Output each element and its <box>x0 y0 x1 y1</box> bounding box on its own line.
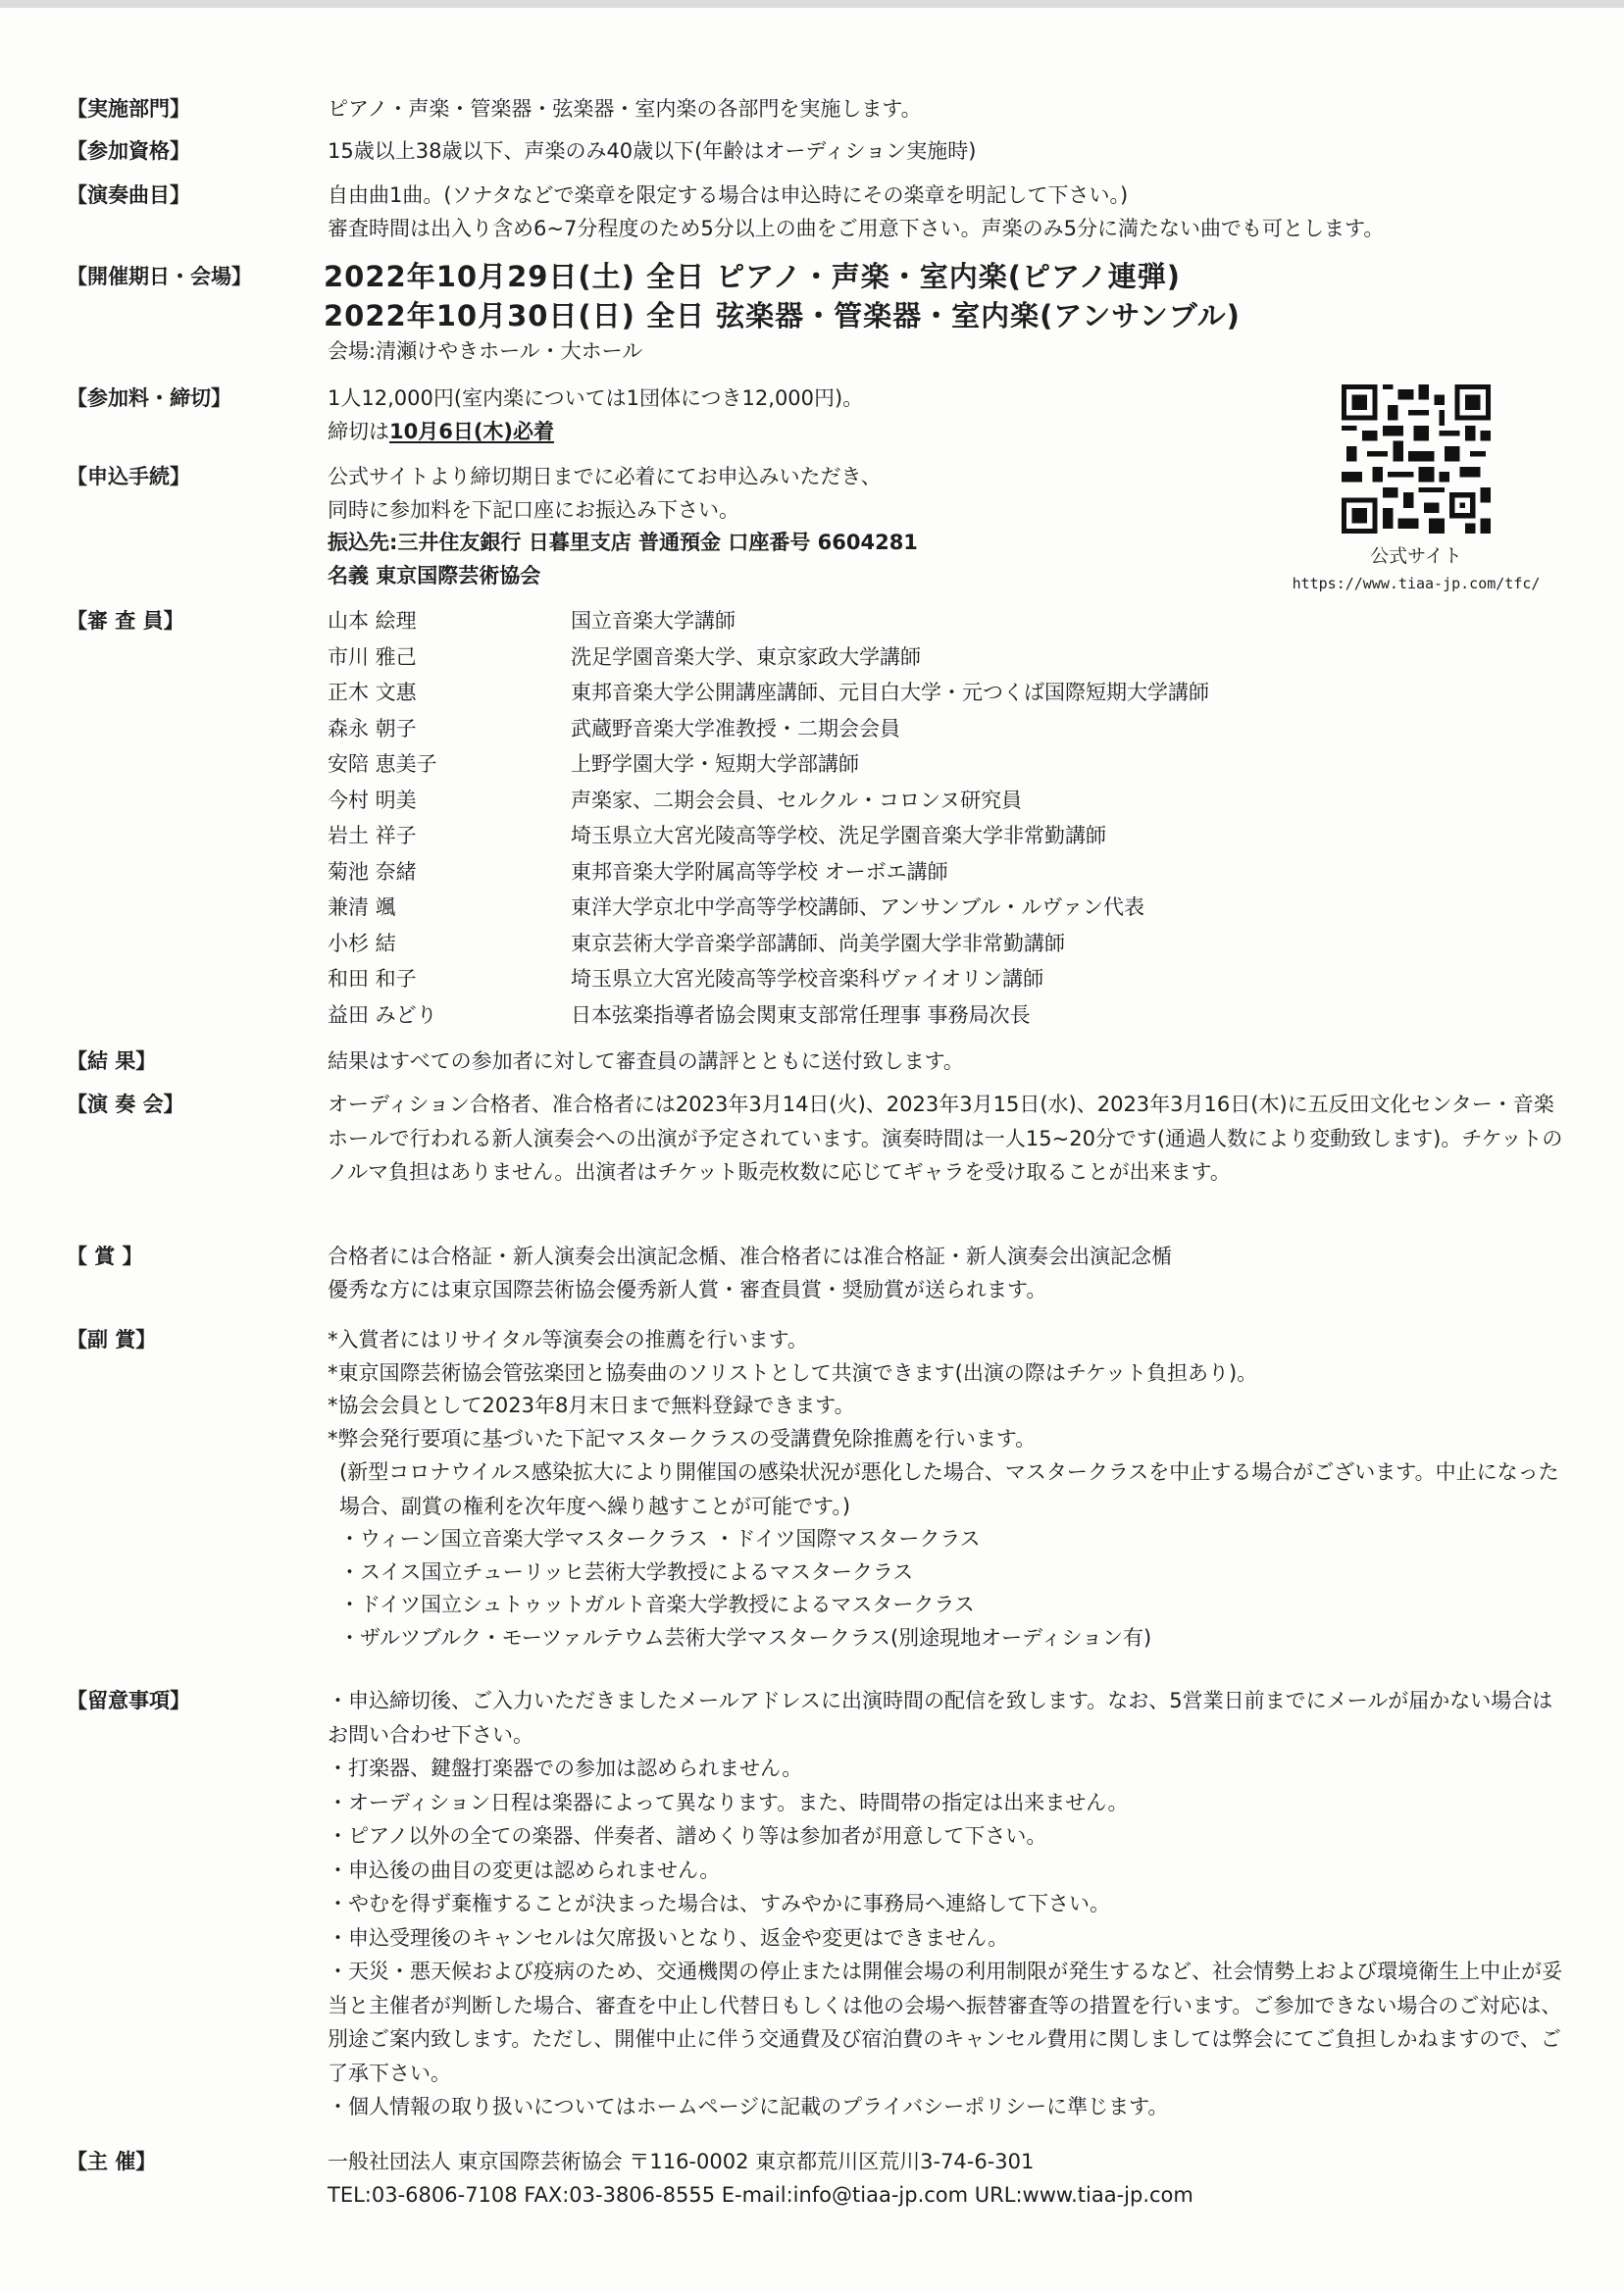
note-item: ・天災・悪天候および疫病のため、交通機関の停止または開催会場の利用制限が発生するなど、社会情勢上および環境衛生上中止が妥当と主催者が判断した場合、審査を中止し代替日もしくは他の会場へ振替審査等の措置を行います。ご参加できない場合のご対応は、別途ご案内致します。ただし、開催中止に伴う交通費及び宿泊費のキャンセル費用に関しましては弊会にてご負担しかねますので、ご了承下さい。 <box>328 1960 1563 2085</box>
repertoire-line: 審査時間は出入り含め6~7分程度のため5分以上の曲をご用意下さい。声楽のみ5分に満たない曲でも可とします。 <box>328 216 1385 240</box>
judge-row <box>328 675 1563 711</box>
award-line: 合格者には合格証・新人演奏会出演記念楯、准合格者には准合格証・新人演奏会出演記念楯 <box>328 1245 1172 1268</box>
qr-code-icon[interactable] <box>1342 384 1491 534</box>
judge-title: 東邦音楽大学附属高等学校 オーボエ講師 <box>571 859 948 884</box>
qr-url: https://www.tiaa-jp.com/tfc/ <box>1292 575 1541 592</box>
section-label: 【審 査 員】 <box>67 609 184 633</box>
judge-row <box>328 746 1563 783</box>
section-label: 【留意事項】 <box>67 1689 190 1712</box>
schedule-day1: 2022年10月29日(土) 全日 ピアノ・声楽・室内楽(ピアノ連弾) <box>324 260 1181 293</box>
subaward-item: *弊会発行要項に基づいた下記マスタークラスの受講費免除推薦を行います。 <box>328 1426 1037 1451</box>
section-label: 【演 奏 会】 <box>67 1093 184 1116</box>
subaward-note: (新型コロナウイルス感染拡大により開催国の感染状況が悪化した場合、マスタークラスを中止する場合がございます。中止になった場合、副賞の権利を次年度へ繰り越すことが可能です。) <box>339 1460 1559 1518</box>
judge-name: 和田 和子 <box>328 967 417 991</box>
section-label: 【主 催】 <box>67 2150 157 2173</box>
section-label: 【結 果】 <box>67 1049 157 1073</box>
section-label: 【演奏曲目】 <box>67 183 190 207</box>
masterclass-item: ・スイス国立チューリッヒ芸術大学教授によるマスタークラス <box>339 1559 914 1584</box>
schedule-day2: 2022年10月30日(日) 全日 弦楽器・管楽器・室内楽(アンサンブル) <box>324 299 1241 332</box>
judge-name: 正木 文惠 <box>328 681 417 704</box>
note-item: ・オーディション日程は楽器によって異なります。また、時間帯の指定は出来ません。 <box>328 1790 1129 1814</box>
judge-title: 東洋大学京北中学高等学校講師、アンサンブル・ルヴァン代表 <box>571 895 1145 919</box>
judge-title: 声楽家、二期会会員、セルクル・コロンヌ研究員 <box>571 788 1023 812</box>
judge-row <box>328 854 1563 891</box>
application-line: 公式サイトより締切期日までに必着にてお申込みいただき、 <box>328 465 882 488</box>
application-line: 同時に参加料を下記口座にお振込み下さい。 <box>328 497 739 522</box>
subaward-item: *入賞者にはリサイタル等演奏会の推薦を行います。 <box>328 1328 808 1351</box>
note-item: ・打楽器、鍵盤打楽器での参加は認められません。 <box>328 1757 803 1780</box>
masterclass-item: ・ウィーン国立音楽大学マスタークラス ・ドイツ国際マスタークラス <box>339 1527 981 1551</box>
masterclass-item: ・ザルツブルク・モーツァルテウム芸術大学マスタークラス(別途現地オーディション有) <box>339 1625 1152 1650</box>
organizer-address: 一般社団法人 東京国際芸術協会 〒116-0002 東京都荒川区荒川3-74-6-301 <box>328 2150 1035 2173</box>
note-item: ・申込受理後のキャンセルは欠席扱いとなり、返金や変更はできません。 <box>328 1925 1009 1950</box>
concert-text: オーディション合格者、准合格者には2023年3月14日(火)、2023年3月15日(水)、2023年3月16日(木)に五反田文化センター・音楽ホールで行われる新人演奏会への出演が予定されています。演奏時間は一人15~20分です(通過人数により変動致します)。チケットのノルマ負担はありません。出演者はチケット販売枚数に応じてギャラを受け取ることが出来ます。 <box>328 1093 1563 1184</box>
section-label: 【申込手続】 <box>67 465 190 488</box>
judge-name: 今村 明美 <box>328 788 417 812</box>
note-item: ・申込締切後、ご入力いただきましたメールアドレスに出演時間の配信を致します。なお、5営業日前までにメールが届かない場合はお問い合わせ下さい。 <box>328 1689 1553 1747</box>
account-holder: 名義 東京国際芸術協会 <box>328 563 541 587</box>
section-label: 【実施部門】 <box>67 97 190 121</box>
note-item: ・やむを得ず棄権することが決まった場合は、すみやかに事務局へ連絡して下さい。 <box>328 1892 1110 1915</box>
judge-title: 日本弦楽指導者協会関東支部常任理事 事務局次長 <box>571 1002 1031 1027</box>
judge-title: 上野学園大学・短期大学部講師 <box>571 752 859 776</box>
implementation-text: ピアノ・声楽・管楽器・弦楽器・室内楽の各部門を実施します。 <box>328 97 922 121</box>
schedule-venue: 会場:清瀬けやきホール・大ホール <box>328 339 643 363</box>
section-label: 【参加料・締切】 <box>67 386 231 410</box>
deadline-date: 10月6日(木)必着 <box>389 419 555 443</box>
eligibility-text: 15歳以上38歳以下、声楽のみ40歳以下(年齢はオーディション実施時) <box>328 139 977 163</box>
subaward-item: *東京国際芸術協会管弦楽団と協奏曲のソリストとして共演できます(出演の際はチケット負担あり)。 <box>328 1360 1258 1385</box>
judge-name: 菊池 奈緒 <box>328 859 417 884</box>
judge-row <box>328 890 1563 926</box>
judge-name: 市川 雅己 <box>328 644 417 669</box>
qr-caption: 公式サイト <box>1370 545 1462 567</box>
award-line: 優秀な方には東京国際芸術協会優秀新人賞・審査員賞・奨励賞が送られます。 <box>328 1277 1047 1301</box>
repertoire-line: 自由曲1曲。(ソナタなどで楽章を限定する場合は申込時にその楽章を明記して下さい。) <box>328 183 1129 207</box>
result-text: 結果はすべての参加者に対して審査員の講評とともに送付致します。 <box>328 1049 964 1073</box>
fee-line: 1人12,000円(室内楽については1団体につき12,000円)。 <box>328 386 864 410</box>
judge-row <box>328 711 1563 747</box>
judge-name: 兼清 颯 <box>328 895 396 919</box>
bank-account: 振込先:三井住友銀行 日暮里支店 普通預金 口座番号 6604281 <box>328 531 918 554</box>
organizer-contact[interactable]: TEL:03-6806-7108 FAX:03-3806-8555 E-mail:info@tiaa-jp.com URL:www.tiaa-jp.com <box>328 2182 1193 2207</box>
judge-name: 岩土 祥子 <box>328 824 417 847</box>
judge-title: 洗足学園音楽大学、東京家政大学講師 <box>571 644 921 669</box>
judge-title: 武蔵野音楽大学准教授・二期会会員 <box>571 716 900 740</box>
judge-row <box>328 926 1563 962</box>
note-item: ・申込後の曲目の変更は認められません。 <box>328 1858 721 1882</box>
judge-row <box>328 818 1563 854</box>
note-item: ・ピアノ以外の全ての楽器、伴奏者、譜めくり等は参加者が用意して下さい。 <box>328 1824 1047 1848</box>
judge-row <box>328 997 1563 1034</box>
section-label: 【副 賞】 <box>67 1328 157 1351</box>
note-item: ・個人情報の取り扱いについてはホームページに記載のプライバシーポリシーに準じます。 <box>328 2095 1169 2118</box>
deadline-prefix: 締切は <box>328 419 389 443</box>
judge-title: 東邦音楽大学公開講座講師、元目白大学・元つくば国際短期大学講師 <box>571 681 1209 704</box>
judge-name: 山本 絵理 <box>328 609 417 633</box>
subaward-item: *協会会員として2023年8月末日まで無料登録できます。 <box>328 1394 855 1417</box>
top-edge <box>0 0 1624 8</box>
judge-title: 国立音楽大学講師 <box>571 609 736 633</box>
judge-row <box>328 961 1563 997</box>
judge-name: 安陪 恵美子 <box>328 752 437 776</box>
section-label: 【 賞 】 <box>67 1245 143 1268</box>
judge-title: 埼玉県立大宮光陵高等学校音楽科ヴァイオリン講師 <box>571 967 1044 991</box>
judge-row <box>328 603 1563 639</box>
section-label: 【参加資格】 <box>67 139 190 163</box>
judge-name: 益田 みどり <box>328 1002 437 1027</box>
judge-name: 小杉 結 <box>328 931 396 955</box>
judge-title: 埼玉県立大宮光陵高等学校、洗足学園音楽大学非常勤講師 <box>571 824 1106 847</box>
masterclass-item: ・ドイツ国立シュトゥットガルト音楽大学教授によるマスタークラス <box>339 1593 975 1616</box>
judge-name: 森永 朝子 <box>328 716 417 740</box>
judge-row <box>328 639 1563 676</box>
section-label: 【開催期日・会場】 <box>67 265 252 288</box>
judge-row <box>328 783 1563 819</box>
judge-title: 東京芸術大学音楽学部講師、尚美学園大学非常勤講師 <box>571 931 1065 955</box>
